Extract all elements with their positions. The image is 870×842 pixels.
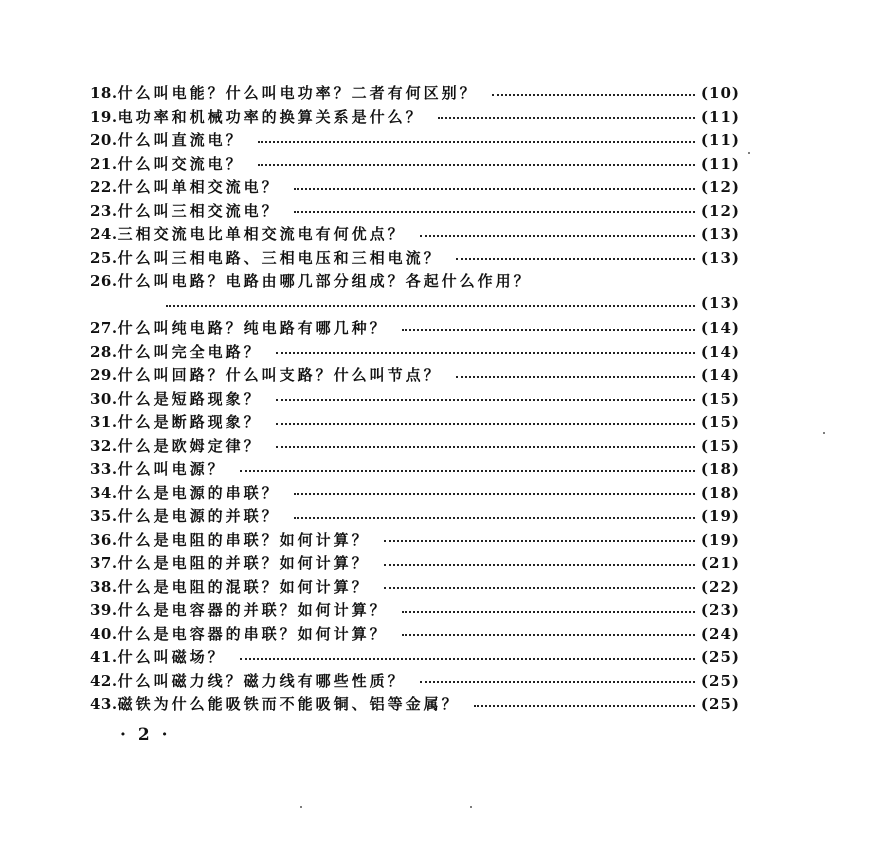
dot-leader <box>166 305 695 307</box>
dot-leader <box>276 352 695 354</box>
entry-page: (22) <box>700 577 740 596</box>
toc-entry <box>90 294 740 318</box>
toc-entry <box>90 552 740 576</box>
dot-leader <box>294 211 695 213</box>
entry-title: 什么叫电源？ <box>117 460 226 478</box>
entry-title: 什么叫电路？电路由哪几部分组成？各起什么作用？ <box>117 272 532 290</box>
toc-entry <box>90 388 740 412</box>
dot-leader <box>294 493 695 495</box>
entry-title: 什么叫单相交流电？ <box>117 178 280 196</box>
entry-page: (24) <box>700 624 740 643</box>
table-of-contents <box>90 82 740 717</box>
toc-entry <box>90 693 740 717</box>
dot-leader <box>276 446 695 448</box>
entry-number: 37. <box>90 554 118 572</box>
entry-number: 36. <box>90 530 118 549</box>
entry-number: 38. <box>90 577 118 596</box>
toc-entry <box>90 341 740 365</box>
entry-number: 24. <box>90 225 118 243</box>
entry-number: 42. <box>90 671 118 690</box>
entry-page: (14) <box>700 342 740 361</box>
dot-leader <box>456 258 695 260</box>
entry-page: (18) <box>700 460 740 478</box>
entry-page: (15) <box>700 389 740 408</box>
entry-title: 什么叫电能？什么叫电功率？二者有何区别？ <box>117 84 478 102</box>
toc-entry <box>90 129 740 153</box>
entry-title: 什么是电阻的并联？如何计算？ <box>117 554 370 572</box>
dot-leader <box>438 117 695 119</box>
entry-page: (19) <box>700 507 740 525</box>
entry-title: 什么是电阻的串联？如何计算？ <box>117 530 370 549</box>
toc-entry <box>90 364 740 388</box>
toc-entry <box>90 176 740 200</box>
entry-page: (13) <box>700 225 740 243</box>
toc-entry <box>90 670 740 694</box>
entry-title: 什么是电容器的串联？如何计算？ <box>117 624 388 643</box>
dot-leader <box>294 188 695 190</box>
entry-page: (25) <box>700 671 740 690</box>
toc-entry <box>90 576 740 600</box>
toc-entry <box>90 270 740 294</box>
dot-leader <box>474 705 695 707</box>
entry-number: 39. <box>90 601 118 619</box>
entry-number: 33. <box>90 460 118 478</box>
dot-leader <box>240 470 695 472</box>
dot-leader <box>294 517 695 519</box>
entry-page: (12) <box>700 201 740 220</box>
dot-leader <box>384 540 695 542</box>
dot-leader <box>492 94 695 96</box>
dot-leader <box>402 634 695 636</box>
toc-entry <box>90 317 740 341</box>
toc-entry <box>90 247 740 271</box>
entry-number: 21. <box>90 154 118 173</box>
entry-number: 32. <box>90 436 118 455</box>
entry-page: (10) <box>700 84 740 102</box>
entry-number: 31. <box>90 413 118 431</box>
entry-title: 什么叫交流电？ <box>117 154 244 173</box>
entry-page: (25) <box>700 695 740 713</box>
entry-page: (18) <box>700 483 740 502</box>
dot-leader <box>258 164 695 166</box>
entry-number: 20. <box>90 131 118 149</box>
scan-speck <box>823 432 825 434</box>
entry-page: (13) <box>700 248 740 267</box>
dot-leader <box>240 658 695 660</box>
entry-number: 41. <box>90 648 118 666</box>
entry-title: 什么是欧姆定律？ <box>117 436 262 455</box>
scan-speck <box>300 806 302 808</box>
entry-title: 什么叫磁力线？磁力线有哪些性质？ <box>117 671 406 690</box>
entry-page: (12) <box>700 178 740 196</box>
entry-page: (11) <box>700 107 740 126</box>
entry-page: (11) <box>700 154 740 173</box>
dot-leader <box>402 329 695 331</box>
toc-entry <box>90 153 740 177</box>
toc-entry <box>90 106 740 130</box>
entry-title: 什么是断路现象？ <box>117 413 262 431</box>
entry-title: 什么叫三相交流电？ <box>117 201 280 220</box>
page-number: · 2 · <box>120 725 171 745</box>
entry-title: 电功率和机械功率的换算关系是什么？ <box>117 107 424 126</box>
toc-entry <box>90 200 740 224</box>
entry-number: 19. <box>90 107 118 126</box>
entry-title: 什么是电容器的并联？如何计算？ <box>117 601 388 619</box>
entry-title: 磁铁为什么能吸铁而不能吸铜、铝等金属？ <box>117 695 460 713</box>
entry-number: 28. <box>90 342 118 361</box>
entry-number: 22. <box>90 178 118 196</box>
scan-speck <box>470 806 472 808</box>
toc-entry <box>90 458 740 482</box>
toc-entry <box>90 482 740 506</box>
entry-title: 什么是电源的并联？ <box>117 507 280 525</box>
entry-page: (21) <box>700 554 740 572</box>
entry-number: 29. <box>90 366 118 384</box>
dot-leader <box>276 399 695 401</box>
toc-entry <box>90 223 740 247</box>
dot-leader <box>402 611 695 613</box>
entry-number: 18. <box>90 84 118 102</box>
entry-page: (14) <box>700 366 740 384</box>
entry-number: 26. <box>90 272 118 290</box>
toc-entry <box>90 623 740 647</box>
entry-number: 43. <box>90 695 118 713</box>
entry-title: 什么叫直流电？ <box>117 131 244 149</box>
entry-page: (14) <box>700 319 740 337</box>
toc-entry <box>90 646 740 670</box>
entry-page: (19) <box>700 530 740 549</box>
entry-title: 什么是电源的串联？ <box>117 483 280 502</box>
entry-number: 25. <box>90 248 118 267</box>
dot-leader <box>384 587 695 589</box>
entry-title: 什么是电阻的混联？如何计算？ <box>117 577 370 596</box>
dot-leader <box>258 141 695 143</box>
entry-number: 27. <box>90 319 118 337</box>
entry-title: 什么叫纯电路？纯电路有哪几种？ <box>117 319 388 337</box>
entry-number: 23. <box>90 201 118 220</box>
entry-page: (13) <box>700 293 740 312</box>
entry-title: 什么叫回路？什么叫支路？什么叫节点？ <box>117 366 442 384</box>
dot-leader <box>384 564 695 566</box>
entry-page: (15) <box>700 413 740 431</box>
toc-entry <box>90 435 740 459</box>
entry-number: 34. <box>90 483 118 502</box>
entry-title: 什么叫完全电路？ <box>117 342 262 361</box>
entry-title: 三相交流电比单相交流电有何优点？ <box>117 225 406 243</box>
entry-page: (11) <box>700 131 740 149</box>
entry-page: (25) <box>700 648 740 666</box>
entry-title: 什么叫磁场？ <box>117 648 226 666</box>
toc-entry <box>90 529 740 553</box>
dot-leader <box>276 423 695 425</box>
entry-page: (23) <box>700 601 740 619</box>
entry-title: 什么叫三相电路、三相电压和三相电流？ <box>117 248 442 267</box>
entry-number: 30. <box>90 389 118 408</box>
toc-entry <box>90 82 740 106</box>
entry-title: 什么是短路现象？ <box>117 389 262 408</box>
toc-entry <box>90 599 740 623</box>
toc-entry <box>90 411 740 435</box>
entry-number: 40. <box>90 624 118 643</box>
scan-speck <box>748 152 750 154</box>
toc-entry <box>90 505 740 529</box>
dot-leader <box>420 235 695 237</box>
dot-leader <box>456 376 695 378</box>
dot-leader <box>420 681 695 683</box>
entry-number: 35. <box>90 507 118 525</box>
entry-page: (15) <box>700 436 740 455</box>
